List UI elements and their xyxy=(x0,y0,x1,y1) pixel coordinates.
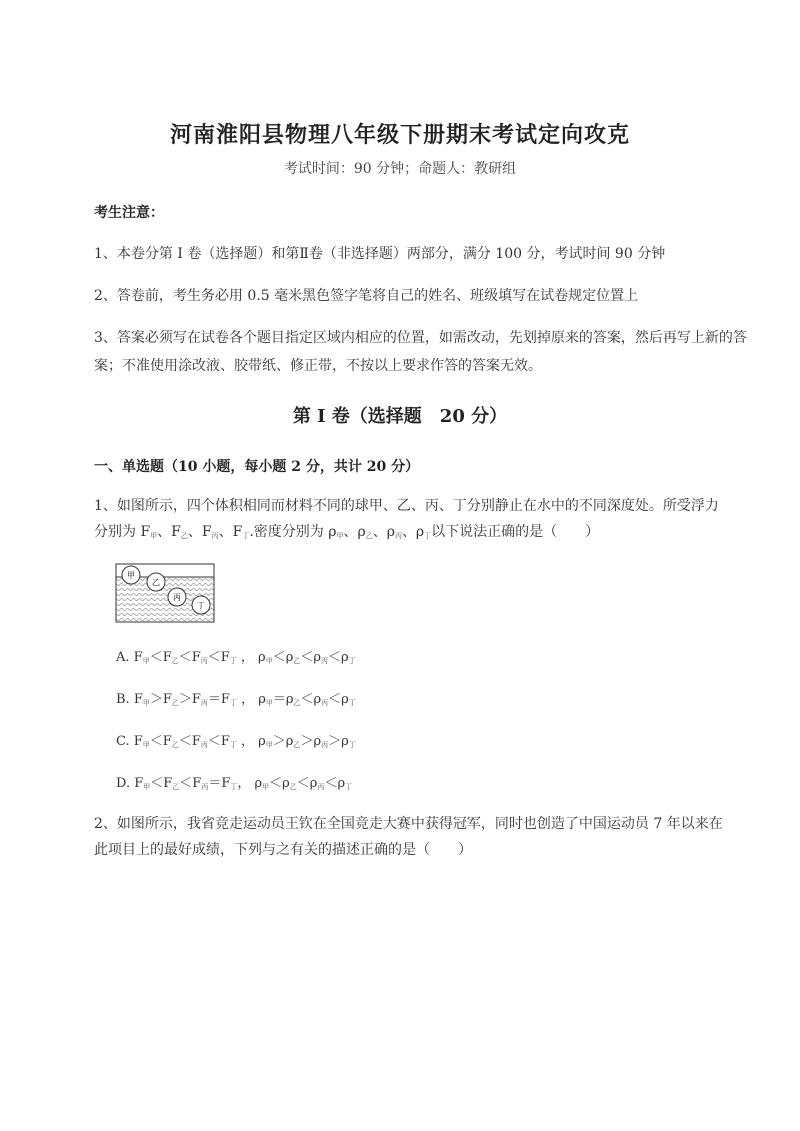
notice-3: 3、答案必须写在试卷各个题目指定区域内相应的位置，如需改动，先划掉原来的答案，然后再写上新的答案；不准使用涂改液、胶带纸、修正带，不按以上要求作答的答案无效。 xyxy=(94,330,747,374)
question-2-line-1: 2、如图所示，我省竞走运动员王钦在全国竞走大赛中获得冠军，同时也创造了中国运动员 7 年以来在 xyxy=(94,816,723,832)
notice-2: 2、答卷前，考生务必用 0.5 毫米黑色签字笔将自己的姓名、班级填写在试卷规定位置上 xyxy=(94,288,639,304)
ball-ding-label: 丁 xyxy=(197,601,205,610)
q1-ask: 以下说法正确的是（ ） xyxy=(431,524,600,540)
section-title: 第 I 卷（选择题 20 分） xyxy=(292,406,508,427)
q1-force-prefix: 分别为 F xyxy=(94,524,151,540)
q1-density-prefix: 密度分别为 ρ xyxy=(253,524,337,540)
option-d[interactable]: D. $F_甲<F_乙<F_丙=F_丁$， $\rho_甲<\rho_乙<\rho_丙<\rho_丁$ xyxy=(116,776,353,791)
option-b[interactable]: B. $F_甲>F_乙>F_丙=F_丁$ ， $\rho_甲=\rho_乙<\rho_丙<\rho_丁$ xyxy=(116,692,356,707)
option-a[interactable]: A. $F_甲<F_乙<F_丙<F_丁$ ， $\rho_甲<\rho_乙<\rho_丙<\rho_丁$ xyxy=(116,650,356,665)
question-group-heading: 一、单选题（10 小题，每小题 2 分，共计 20 分） xyxy=(94,459,420,475)
ball-bing-label: 丙 xyxy=(173,593,181,602)
question-1-line-1: 1、如图所示，四个体积相同而材料不同的球甲、乙、丙、丁分别静止在水中的不同深度处。所受浮力 xyxy=(94,498,719,514)
page-title: 河南淮阳县物理八年级下册期末考试定向攻克 xyxy=(169,122,630,148)
notice-heading: 考生注意： xyxy=(94,205,164,221)
exam-info: 考试时间：90 分钟；命题人：教研组 xyxy=(283,161,517,177)
ball-jia-label: 甲 xyxy=(127,571,135,580)
ball-yi-label: 乙 xyxy=(152,578,160,587)
question-2-line-2: 此项目上的最好成绩，下列与之有关的描述正确的是（ ） xyxy=(94,842,472,858)
option-c[interactable]: C. $F_甲<F_乙<F_丙<F_丁$ ， $\rho_甲>\rho_乙>\rho_丙>\rho_丁$ xyxy=(116,734,356,749)
notice-1: 1、本卷分第 I 卷（选择题）和第Ⅱ卷（非选择题）两部分，满分 100 分，考试时间 90 分钟 xyxy=(94,246,666,262)
buoyancy-figure xyxy=(114,562,218,630)
question-1-line-2: 分别为 $F_甲$、$F_乙$、$F_丙$、$F_丁$.密度分别为 $\rho_甲$、$\rho_乙$、$\rho_丙$、$\rho_丁$以下说法正确的是（ ） xyxy=(94,524,600,540)
